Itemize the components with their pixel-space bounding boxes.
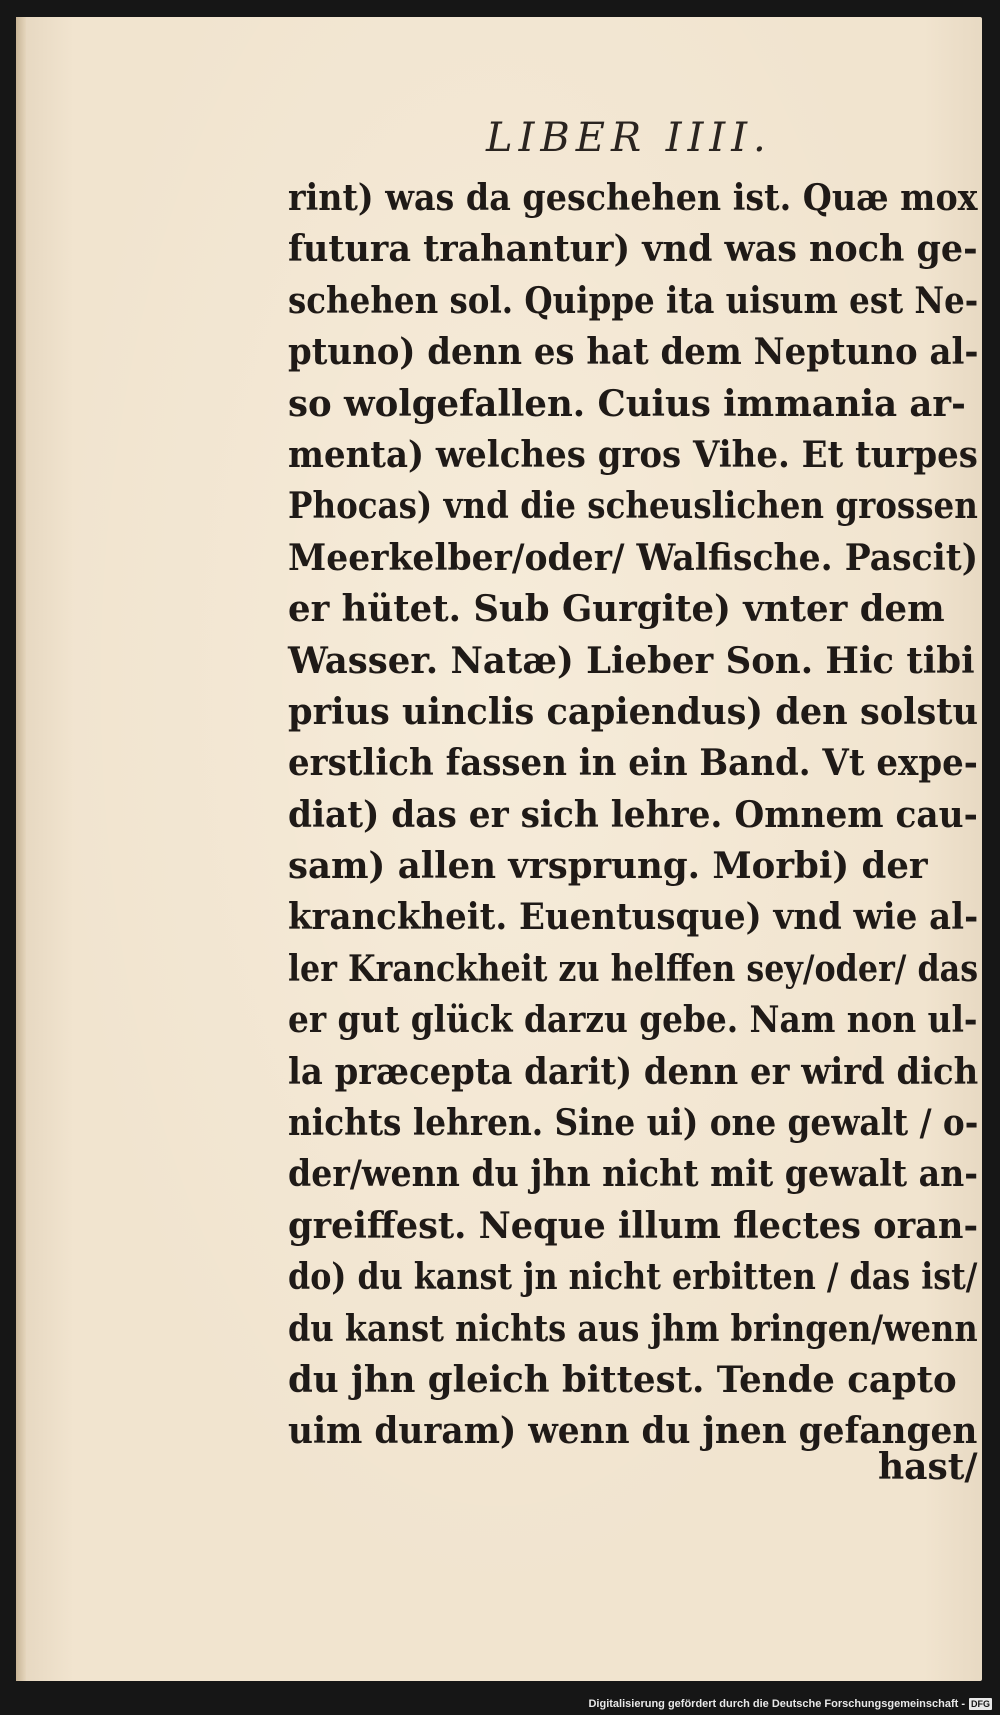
text-line: prius uinclis capiendus) den solstu	[288, 690, 979, 733]
text-line: du kanst nichts aus jhm bringen/wenn	[288, 1307, 978, 1350]
text-line: schehen sol. Quippe ita uisum est Ne-	[288, 279, 979, 322]
catchword: hast/	[878, 1446, 978, 1488]
text-line: do) du kanst jn nicht erbitten / das ist/	[288, 1256, 978, 1299]
text-line: Wasser. Natæ) Lieber Son. Hic tibi	[288, 639, 975, 682]
text-line: nichts lehren. Sine ui) one gewalt / o-	[288, 1102, 979, 1145]
digitization-footer	[588, 1698, 992, 1710]
running-head: LIBER IIII.	[486, 115, 772, 161]
text-line: der/wenn du jhn nicht mit gewalt an-	[288, 1153, 979, 1196]
text-line: rint) was da geschehen ist. Quæ mox	[288, 177, 978, 219]
text-line: Phocas) vnd die scheuslichen grossen	[288, 485, 978, 528]
text-line: du jhn gleich bittest. Tende capto	[288, 1358, 957, 1401]
text-line: kranckheit. Euentusque) vnd wie al-	[288, 896, 979, 939]
text-line: so wolgefallen. Cuius immania ar-	[288, 382, 966, 425]
text-line: Meerkelber/oder/ Walfische. Pascit)	[288, 536, 979, 579]
book-page	[16, 17, 982, 1681]
text-line: ptuno) denn es hat dem Neptuno al-	[288, 331, 979, 374]
text-line: ler Kranckheit zu helffen sey/oder/ das	[288, 947, 979, 990]
text-line: uim duram) wenn du jnen gefangen	[288, 1410, 978, 1453]
text-line: la præcepta darit) denn er wird dich	[288, 1050, 979, 1093]
text-line: futura trahantur) vnd was noch ge-	[288, 228, 978, 271]
text-line: greiffest. Neque illum flectes oran-	[288, 1204, 979, 1247]
dfg-logo-icon: DFG	[971, 1699, 990, 1709]
text-line: erstlich fassen in ein Band. Vt expe-	[288, 742, 978, 785]
page-edge	[16, 17, 26, 1681]
text-line: er hütet. Sub Gurgite) vnter dem	[288, 588, 945, 631]
text-line: menta) welches gros Vihe. Et turpes	[288, 433, 978, 476]
funding-credit: Digitalisierung gefördert durch die Deutsche Forschungsgemeinschaft -	[588, 1698, 965, 1710]
text-line: diat) das er sich lehre. Omnem cau-	[288, 793, 978, 836]
text-line: sam) allen vrsprung. Morbi) der	[288, 845, 928, 888]
body-text	[288, 173, 988, 1458]
text-line: er gut glück darzu gebe. Nam non ul-	[288, 999, 978, 1042]
